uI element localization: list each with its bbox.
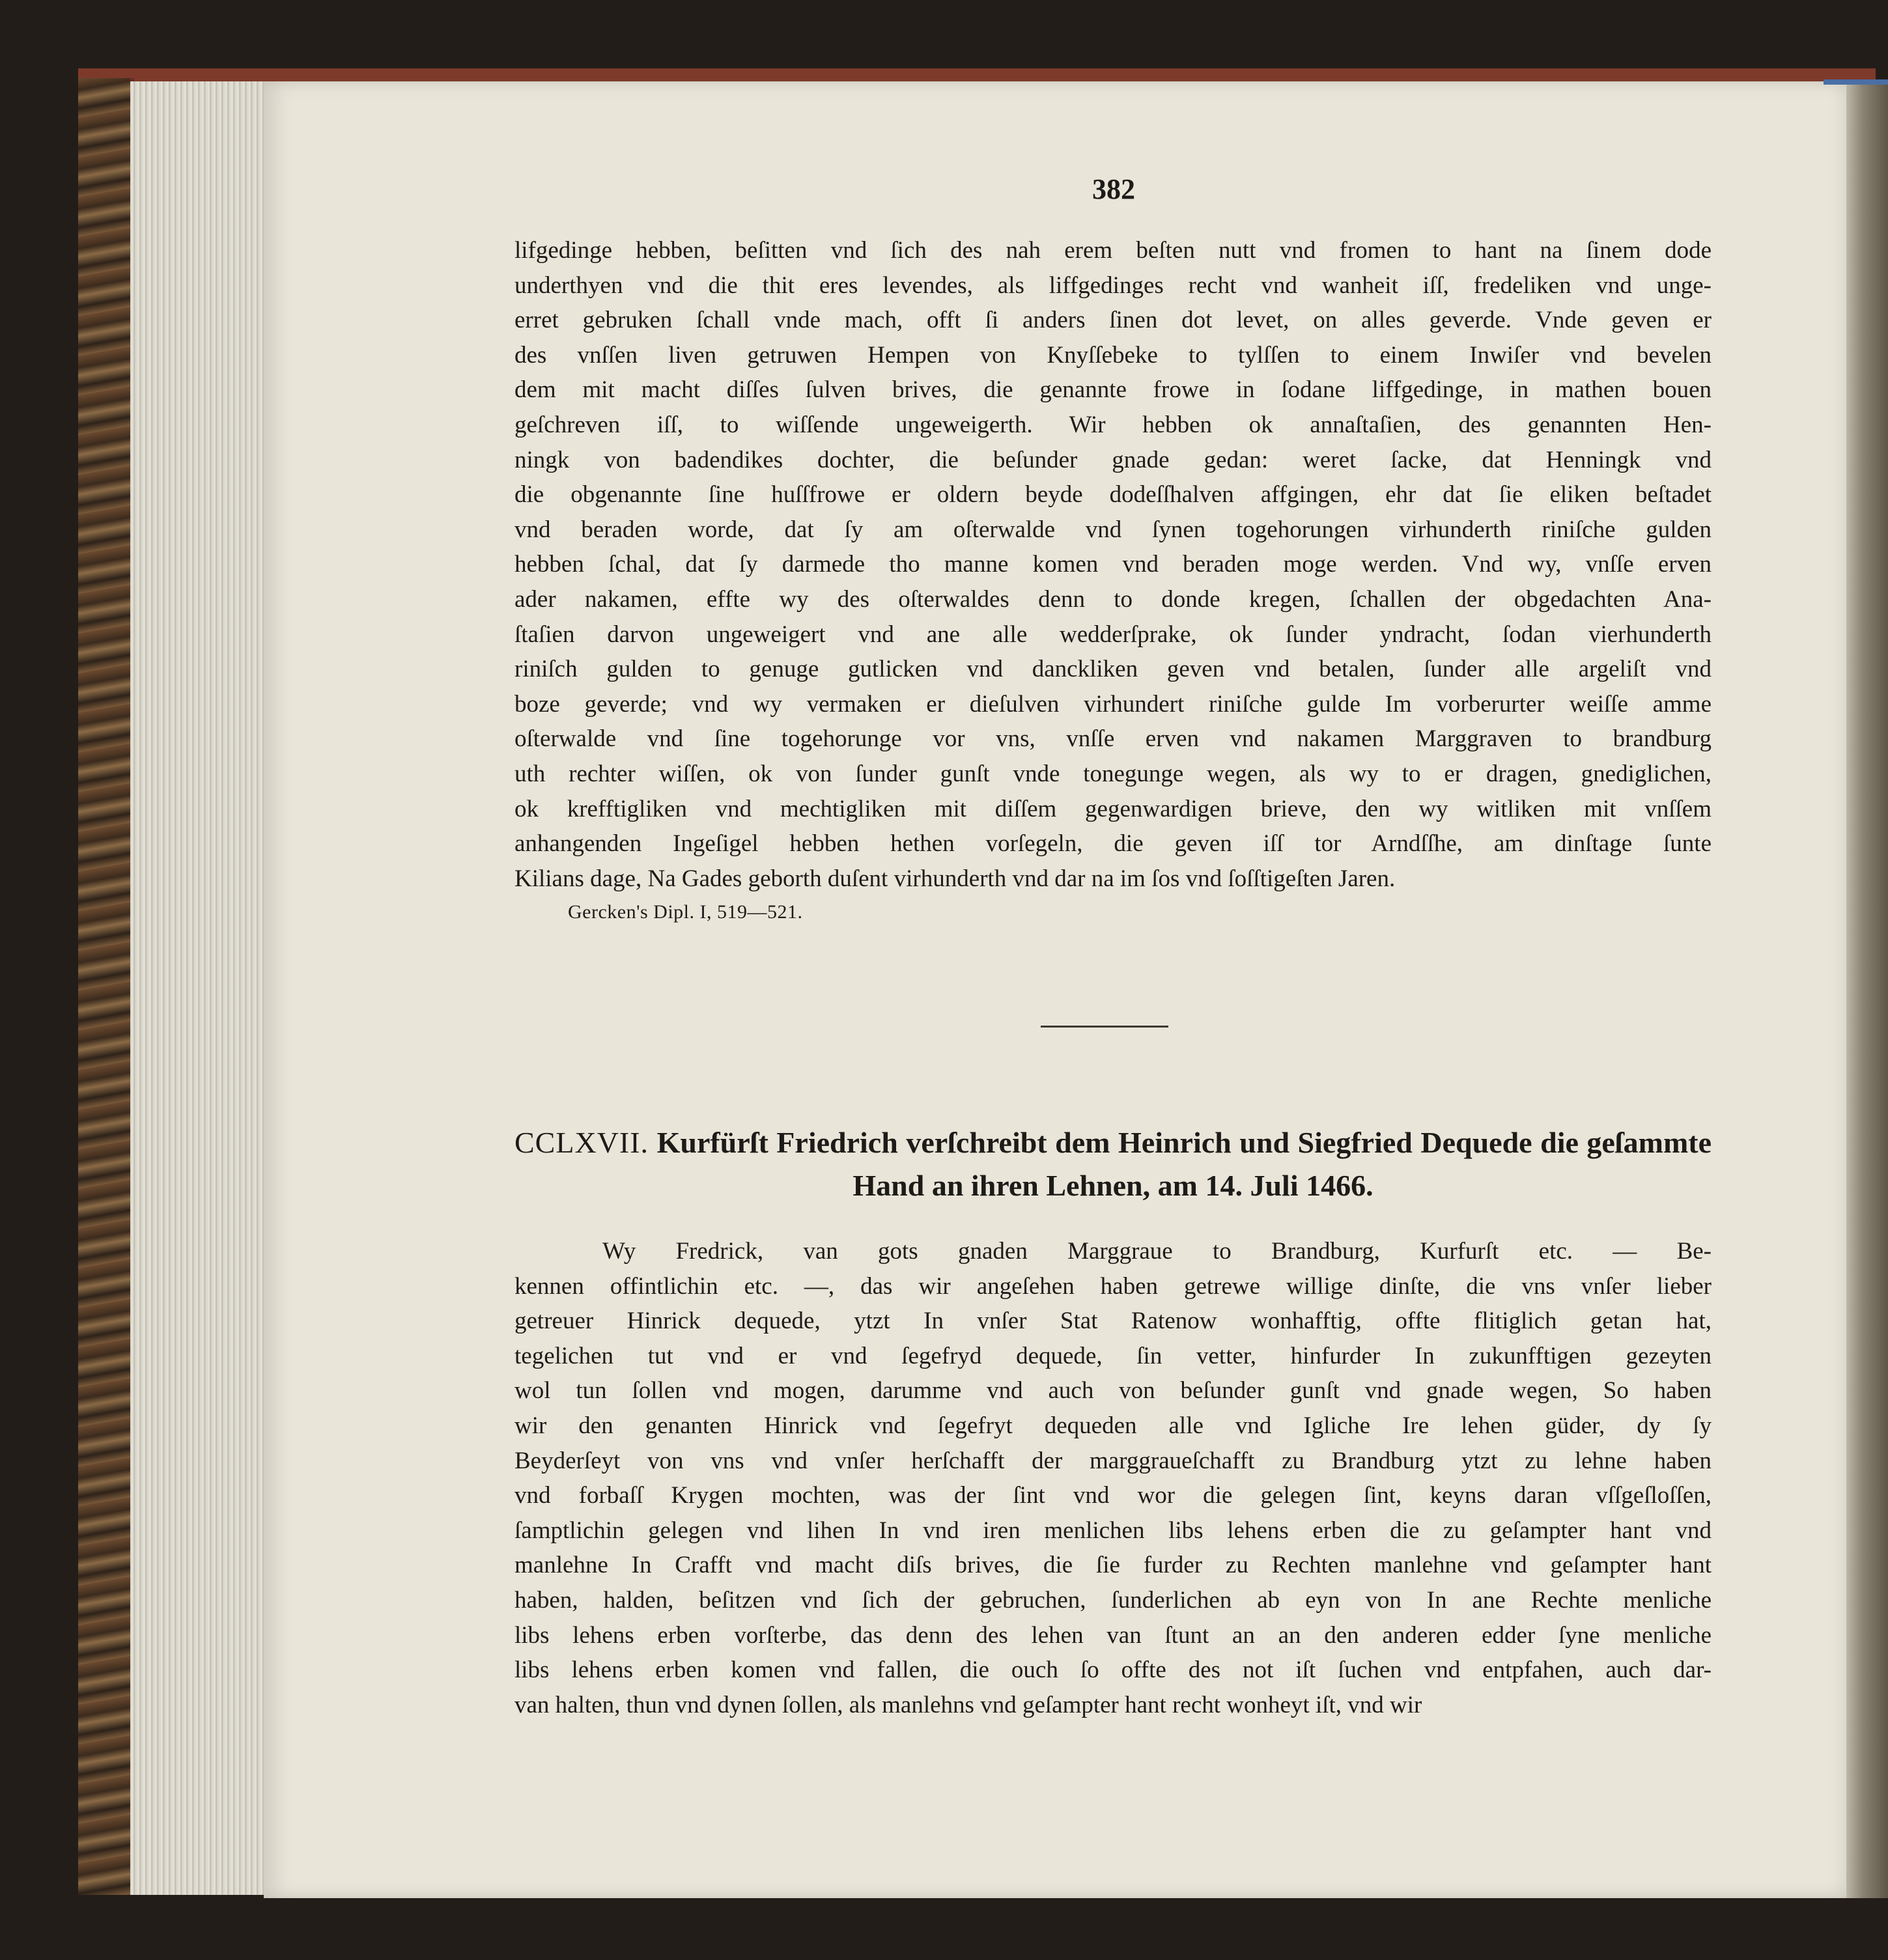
text-line: dem mit macht diſſes ſulven brives, die genannte frowe in ſodane liffgedinge, in mathen bouen: [514, 376, 1712, 404]
bookmark-thread: [1824, 79, 1888, 85]
text-line: erret gebruken ſchall vnde mach, offt ſi anders ſinen dot levet, on alles geverde. Vnde geven er: [514, 307, 1712, 334]
page-edges: [130, 81, 270, 1895]
text-line: libs lehens erben komen vnd fallen, die ouch ſo offte des not iſt ſuchen vnd entpfahen, auch dar-: [514, 1657, 1712, 1684]
section-divider: [1041, 1026, 1168, 1028]
text-line: van halten, thun vnd dynen ſollen, als manlehns vnd geſampter hant recht wonheyt iſt, vnd wir: [514, 1691, 1422, 1718]
heading-line-2: Hand an ihren Lehnen, am 14. Juli 1466.: [852, 1169, 1374, 1202]
text-line: Beyderſeyt von vns vnd vnſer herſchafft der marggraueſchafft zu Brandburg ytzt zu lehne haben: [514, 1447, 1712, 1474]
text-line: ſtaſien darvon ungeweigert vnd ane alle wedderſprake, ok ſunder yndracht, ſodan vierhunderth: [514, 621, 1712, 648]
text-line: tegelichen tut vnd er vnd ſegefryd dequede, ſin vetter, hinfurder In zukunfftigen gezeyten: [514, 1342, 1712, 1369]
text-line: getreuer Hinrick dequede, ytzt In vnſer Stat Ratenow wonhafftig, offte flitiglich getan hat,: [514, 1308, 1712, 1335]
text-line: oſterwalde vnd ſine togehorunge vor vns, vnſſe erven vnd nakamen Marggraven to brandburg: [514, 725, 1712, 753]
text-line: Kilians dage, Na Gades geborth duſent virhunderth vnd dar na im ſos vnd ſoſſtigeſten Jaren.: [514, 865, 1396, 892]
source-reference: Gercken's Dipl. I, 519—521.: [568, 901, 803, 923]
text-line: manlehne In Crafft vnd macht diſs brives, die ſie furder zu Rechten manlehne vnd geſampter hant: [514, 1552, 1712, 1579]
text-line: die obgenannte ſine huſſfrowe er oldern beyde dodeſſhalven affgingen, ehr dat ſie eliken beſtadet: [514, 481, 1712, 509]
heading-line-1: [514, 1121, 1712, 1164]
text-line: uth rechter wiſſen, ok von ſunder gunſt vnde tonegunge wegen, als wy to er dragen, gnediglichen,: [514, 760, 1712, 787]
text-line: ningk von badendikes dochter, die beſunder gnade gedan: weret ſacke, dat Henningk vnd: [514, 446, 1712, 473]
heading-title-part-1: Kurfürſt Friedrich verſchreibt dem Heinrich und Siegfried Dequede die geſammte: [656, 1126, 1712, 1159]
top-paragraph: [514, 233, 1712, 929]
text-line: riniſch gulden to genuge gutlicken vnd danckliken geven vnd betalen, ſunder alle argeliſt vnd: [514, 656, 1712, 683]
text-line: haben, halden, beſitzen vnd ſich der gebruchen, ſunderlichen ab eyn von In ane Rechte menliche: [514, 1586, 1712, 1614]
book-cover-top-edge: [78, 68, 1876, 83]
page-number: 382: [1092, 173, 1135, 205]
text-line: ſamptlichin gelegen vnd lihen In vnd iren menlichen libs lehens erben die zu geſampter hant vnd: [514, 1517, 1712, 1544]
text-line: wol tun ſollen vnd mogen, darumme vnd auch von beſunder gunſt vnd gnade wegen, So haben: [514, 1377, 1712, 1405]
text-line: wir den genanten Hinrick vnd ſegefryt dequeden alle vnd Igliche Ire lehen güder, dy ſy: [514, 1412, 1712, 1439]
document-number: CCLXVII.: [514, 1126, 649, 1159]
text-line: hebben ſchal, dat ſy darmede tho manne komen vnd beraden moge werden. Vnd wy, vnſſe erven: [514, 551, 1712, 578]
text-line: des vnſſen liven getruwen Hempen von Knyſſebeke to tylſſen to einem Inwiſer vnd bevelen: [514, 341, 1712, 369]
document-heading: [514, 1121, 1712, 1207]
text-line: vnd beraden worde, dat ſy am oſterwalde vnd ſynen togehorungen virhunderth riniſche gulden: [514, 516, 1712, 543]
text-line: boze geverde; vnd wy vermaken er dieſulven virhundert riniſche gulde Im vorberurter weiſſe amme: [514, 690, 1712, 718]
text-line: geſchreven iſſ, to wiſſende ungeweigerth. Wir hebben ok annaſtaſien, des genannten Hen-: [514, 411, 1712, 438]
text-line: underthyen vnd die thit eres levendes, als liffgedinges recht vnd wanheit iſſ, fredeliken vnd unge-: [514, 272, 1712, 299]
page-gutter-right: [1846, 81, 1888, 1898]
text-line: ok krefftigliken vnd mechtigliken mit diſſem gegenwardigen brieve, den wy witliken mit vnſſem: [514, 795, 1712, 822]
text-line: lifgedinge hebben, beſitten vnd ſich des nah erem beſten nutt vnd fromen to hant na ſinem dode: [514, 237, 1712, 264]
text-line: libs lehens erben vorſterbe, das denn des lehen van ſtunt an an den anderen edder ſyne menliche: [514, 1621, 1712, 1649]
text-line: Wy Fredrick, van gots gnaden Marggraue to Brandburg, Kurfurſt etc. — Be-: [602, 1238, 1712, 1265]
text-line: ader nakamen, effte wy des oſterwaldes denn to donde kregen, ſchallen der obgedachten Ana-: [514, 585, 1712, 613]
text-line: anhangenden Ingeſigel hebben hethen vorſegeln, die geven iſſ tor Arndſſhe, am dinſtage ſunte: [514, 830, 1712, 858]
text-line: kennen offintlichin etc. —, das wir angeſehen haben getrewe willige dinſte, die vns vnſer lieber: [514, 1272, 1712, 1300]
marbled-cover-edge: [78, 78, 134, 1895]
text-line: vnd forbaſſ Krygen mochten, was der ſint vnd wor die gelegen ſint, keyns daran vſſgeſloſſen,: [514, 1482, 1712, 1509]
bottom-paragraph: [514, 1234, 1712, 1722]
